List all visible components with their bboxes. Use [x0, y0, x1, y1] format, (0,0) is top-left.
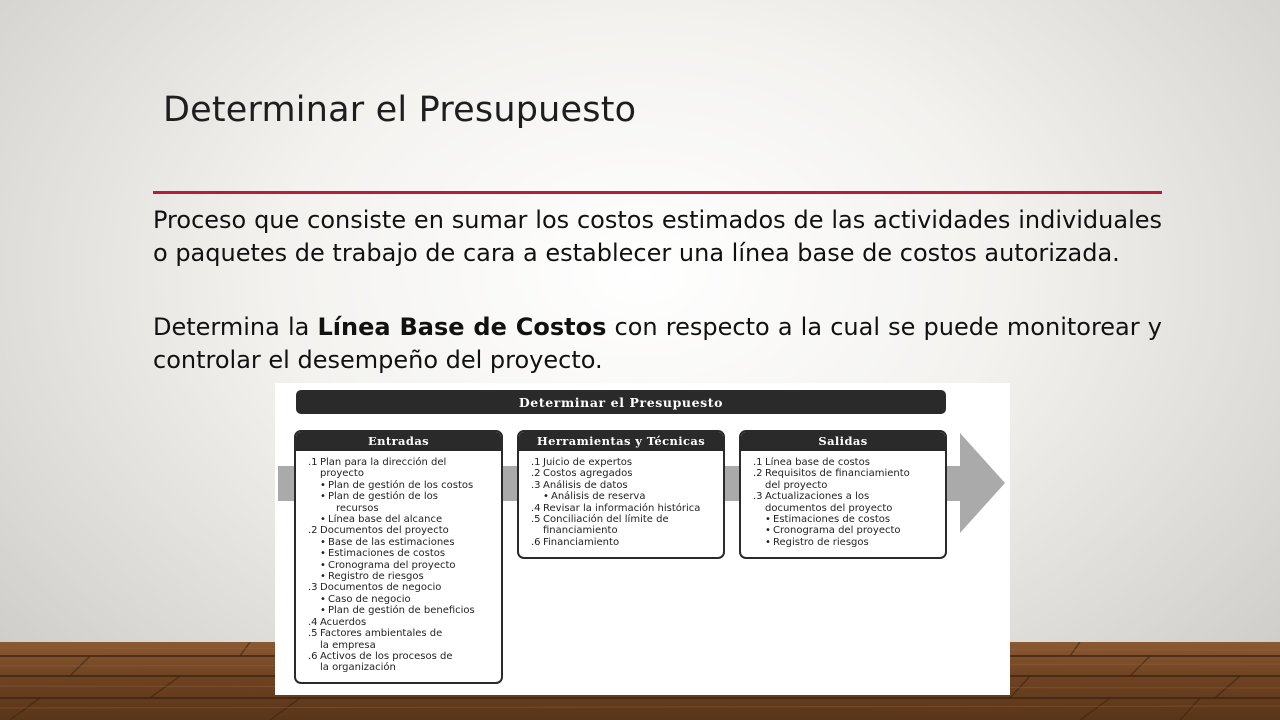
list-item: Financiamiento	[543, 536, 620, 548]
list-item: Revisar la información histórica	[543, 502, 701, 514]
item-number: .1	[531, 457, 541, 468]
list-item: Acuerdos	[320, 616, 367, 628]
item-number: .1	[308, 457, 318, 468]
list-subitem: • Análisis de reserva	[531, 491, 717, 502]
list-subitem: • Plan de gestión de beneficios	[308, 605, 495, 616]
diagram-title: Determinar el Presupuesto	[296, 390, 946, 414]
item-number: .2	[753, 468, 763, 480]
list-subitem: • Cronograma del proyecto	[308, 560, 495, 571]
slide-title: Determinar el Presupuesto	[163, 90, 637, 130]
list-subitem: • Caso de negocio	[308, 594, 495, 605]
list-subitem: • Plan de gestión de los costos	[308, 480, 495, 491]
process-diagram	[275, 383, 1010, 695]
list-item: Documentos del proyecto	[320, 525, 449, 537]
para2-bold: Línea Base de Costos	[317, 313, 607, 341]
list-item: Activos de los procesos de	[320, 650, 453, 662]
list-item: Plan para la dirección del	[320, 457, 447, 468]
list-item: Análisis de datos	[543, 479, 628, 491]
item-number: .2	[308, 525, 318, 537]
list-subitem: • Registro de riesgos	[308, 571, 495, 582]
list-item: Documentos de negocio	[320, 582, 442, 594]
list-subitem: • Base de las estimaciones	[308, 537, 495, 548]
item-number: .1	[753, 457, 763, 468]
item-number: .6	[308, 650, 318, 662]
item-number: .2	[531, 468, 541, 480]
list-subitem: recursos	[336, 502, 379, 514]
list-subitem: • Línea base del alcance	[308, 514, 495, 525]
salidas-box	[739, 430, 947, 559]
list-item: Línea base de costos	[765, 457, 870, 468]
list-item: la empresa	[320, 639, 376, 651]
entradas-header: Entradas	[296, 432, 501, 451]
item-number: .5	[308, 628, 318, 640]
item-number: .4	[531, 502, 541, 514]
list-item: documentos del proyecto	[765, 502, 893, 514]
list-item: financiamiento	[543, 525, 618, 537]
list-item: Conciliación del límite de	[543, 514, 669, 526]
list-item: del proyecto	[765, 479, 828, 491]
herramientas-header: Herramientas y Técnicas	[519, 432, 723, 451]
list-item: la organización	[320, 662, 396, 674]
list-subitem: • Estimaciones de costos	[308, 548, 495, 559]
item-number: .3	[531, 479, 541, 491]
list-item: Factores ambientales de	[320, 628, 443, 640]
item-number: .3	[308, 582, 318, 594]
description-paragraph: Proceso que consiste en sumar los costos estimados de las actividades individuales o paquetes de trabajo de cara a establecer una línea base de costos autorizada.	[153, 206, 1162, 267]
item-number: .4	[308, 616, 318, 628]
para2-start: Determina la	[153, 313, 318, 341]
item-number: .6	[531, 536, 541, 548]
list-subitem: • Registro de riesgos	[753, 537, 939, 548]
list-subitem: • Estimaciones de costos	[753, 514, 939, 525]
list-item: Requisitos de financiamiento	[765, 468, 910, 480]
salidas-header: Salidas	[741, 432, 945, 451]
item-number: .3	[753, 491, 763, 503]
list-item: Costos agregados	[543, 468, 633, 480]
entradas-box	[294, 430, 503, 684]
list-item: proyecto	[320, 468, 364, 480]
list-subitem: • Cronograma del proyecto	[753, 525, 939, 536]
list-item: Actualizaciones a los	[765, 491, 870, 503]
title-divider	[153, 191, 1162, 194]
item-number: .5	[531, 514, 541, 526]
baseline-paragraph	[153, 311, 1162, 377]
para2-end: con respecto a la cual se puede monitorear y controlar el desempeño del proyecto.	[153, 313, 1162, 374]
herramientas-box	[517, 430, 725, 559]
list-item: Juicio de expertos	[543, 457, 633, 468]
list-subitem: • Plan de gestión de los	[308, 491, 495, 502]
